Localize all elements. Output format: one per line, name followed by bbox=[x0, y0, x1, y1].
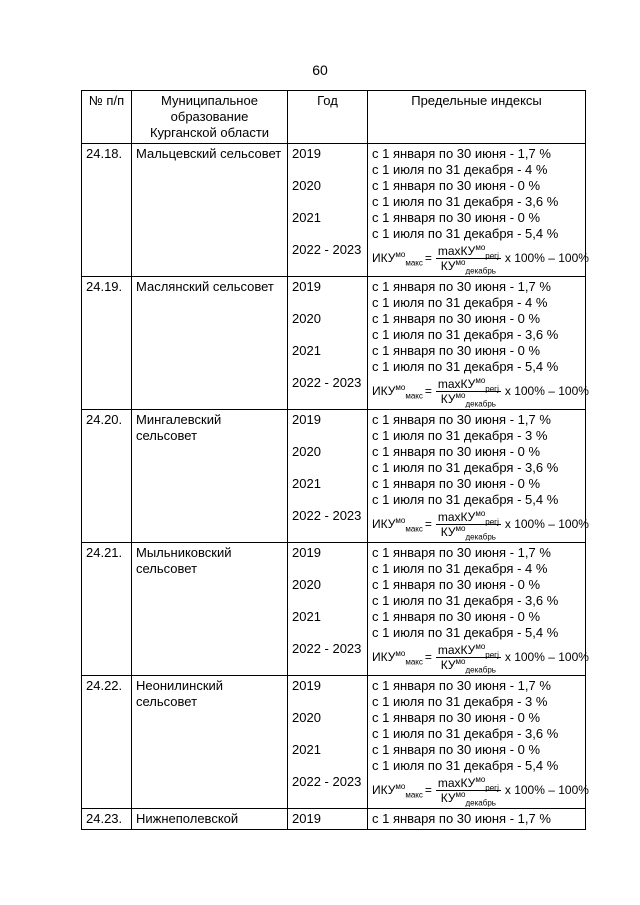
table-row bbox=[82, 543, 586, 676]
row-indexes bbox=[368, 410, 589, 543]
index-formula bbox=[372, 508, 589, 541]
index-line: с 1 июля по 31 декабря - 5,4 % bbox=[372, 758, 559, 773]
formula-num-sup: мо bbox=[475, 774, 486, 784]
index-line: с 1 июля по 31 декабря - 3,6 % bbox=[372, 593, 559, 608]
formula-den-sub: декабрь bbox=[465, 797, 496, 807]
formula-denominator bbox=[439, 525, 498, 539]
page-number: 60 bbox=[312, 62, 328, 78]
index-line: с 1 января по 30 июня - 0 % bbox=[372, 476, 541, 491]
formula-lhs-sub: макс bbox=[405, 657, 423, 667]
index-line: с 1 июля по 31 декабря - 3,6 % bbox=[372, 194, 559, 209]
table-row bbox=[82, 277, 586, 410]
formula-den-main: КУ bbox=[440, 790, 456, 805]
formula-lhs-sub: макс bbox=[405, 524, 423, 534]
index-line: с 1 января по 30 июня - 0 % bbox=[372, 343, 541, 358]
formula-lhs-main: ИКУ bbox=[372, 251, 396, 265]
index-line: с 1 января по 30 июня - 0 % bbox=[372, 210, 541, 225]
formula-den-sub: декабрь bbox=[465, 265, 496, 275]
formula-lhs-main: ИКУ bbox=[372, 783, 396, 797]
row-years bbox=[288, 410, 368, 543]
formula-lhs bbox=[372, 250, 423, 266]
row-years bbox=[288, 543, 368, 676]
year-cell: 2021 bbox=[292, 210, 321, 225]
index-line: с 1 июля по 31 декабря - 3,6 % bbox=[372, 460, 559, 475]
formula-equals: = bbox=[424, 650, 432, 664]
formula-den-sup: мо bbox=[455, 257, 466, 267]
formula-lhs-sup: мо bbox=[395, 383, 406, 392]
row-years bbox=[288, 676, 368, 809]
year-gap bbox=[292, 327, 363, 343]
index-line: с 1 января по 30 июня - 1,7 % bbox=[372, 678, 551, 693]
formula-fraction bbox=[436, 643, 501, 672]
year-gap bbox=[292, 561, 363, 577]
formula-numerator bbox=[436, 776, 501, 791]
index-line: с 1 июля по 31 декабря - 3,6 % bbox=[372, 327, 559, 342]
formula-tail: x 100% – 100% bbox=[504, 251, 589, 265]
formula-denominator bbox=[439, 791, 498, 805]
row-indexes bbox=[368, 543, 589, 676]
index-line: с 1 июля по 31 декабря - 5,4 % bbox=[372, 359, 559, 374]
formula-fraction bbox=[436, 244, 501, 273]
index-line: с 1 июля по 31 декабря - 4 % bbox=[372, 162, 548, 177]
header-municipality: Муниципальное образование Курганской области bbox=[132, 91, 288, 144]
year-gap bbox=[292, 359, 363, 375]
year-cell: 2020 bbox=[292, 311, 321, 326]
year-gap bbox=[292, 492, 363, 508]
formula-den-sup: мо bbox=[455, 390, 466, 400]
row-municipality: Мингалевский сельсовет bbox=[132, 410, 288, 543]
formula-num-sub: регj bbox=[485, 649, 499, 659]
header-year: Год bbox=[288, 91, 368, 144]
index-line: с 1 января по 30 июня - 1,7 % bbox=[372, 279, 551, 294]
header-num: № п/п bbox=[82, 91, 132, 144]
formula-lhs-main: ИКУ bbox=[372, 384, 396, 398]
year-cell: 2019 bbox=[292, 678, 321, 693]
formula-den-main: КУ bbox=[440, 258, 456, 273]
year-cell: 2021 bbox=[292, 609, 321, 624]
formula-numerator bbox=[436, 643, 501, 658]
formula-lhs-sub: макс bbox=[405, 790, 423, 800]
year-cell: 2022 - 2023 bbox=[292, 375, 362, 390]
year-gap bbox=[292, 593, 363, 609]
table-header-row bbox=[82, 91, 586, 144]
year-cell: 2020 bbox=[292, 577, 321, 592]
formula-lhs-sup: мо bbox=[395, 516, 406, 525]
index-line: с 1 июля по 31 декабря - 3 % bbox=[372, 694, 548, 709]
year-gap bbox=[292, 428, 363, 444]
index-line: с 1 января по 30 июня - 0 % bbox=[372, 577, 541, 592]
index-line: с 1 января по 30 июня - 0 % bbox=[372, 311, 541, 326]
formula-lhs-main: ИКУ bbox=[372, 650, 396, 664]
index-line: с 1 января по 30 июня - 0 % bbox=[372, 178, 541, 193]
index-line: с 1 января по 30 июня - 1,7 % bbox=[372, 545, 551, 560]
table-row bbox=[82, 144, 586, 277]
formula-tail: x 100% – 100% bbox=[504, 384, 589, 398]
row-years bbox=[288, 144, 368, 277]
row-number: 24.19. bbox=[82, 277, 132, 410]
formula-tail: x 100% – 100% bbox=[504, 517, 589, 531]
year-gap bbox=[292, 460, 363, 476]
header-indexes: Предельные индексы bbox=[368, 91, 586, 144]
index-line: с 1 июля по 31 декабря - 5,4 % bbox=[372, 625, 559, 640]
year-cell: 2021 bbox=[292, 343, 321, 358]
formula-lhs bbox=[372, 383, 423, 399]
row-number: 24.23. bbox=[82, 809, 132, 830]
formula-num-sub: регj bbox=[485, 250, 499, 260]
formula-den-sub: декабрь bbox=[465, 664, 496, 674]
formula-numerator bbox=[436, 377, 501, 392]
formula-fraction bbox=[436, 510, 501, 539]
year-gap bbox=[292, 295, 363, 311]
year-cell: 2021 bbox=[292, 742, 321, 757]
formula-den-main: КУ bbox=[440, 524, 456, 539]
index-line: с 1 июля по 31 декабря - 3,6 % bbox=[372, 726, 559, 741]
row-years: 2019 bbox=[288, 809, 368, 830]
year-cell: 2019 bbox=[292, 146, 321, 161]
formula-num-main: maxКУ bbox=[437, 376, 476, 391]
row-indexes bbox=[368, 144, 589, 277]
indexes-table bbox=[81, 90, 589, 830]
row-years bbox=[288, 277, 368, 410]
formula-equals: = bbox=[424, 783, 432, 797]
formula-num-main: maxКУ bbox=[437, 243, 476, 258]
index-formula bbox=[372, 375, 589, 408]
table-row bbox=[82, 809, 586, 830]
index-formula bbox=[372, 242, 589, 275]
formula-num-sup: мо bbox=[475, 641, 486, 651]
year-gap bbox=[292, 625, 363, 641]
formula-num-sup: мо bbox=[475, 242, 486, 252]
year-cell: 2022 - 2023 bbox=[292, 508, 362, 523]
formula-den-sub: декабрь bbox=[465, 531, 496, 541]
formula-num-sub: регj bbox=[485, 782, 499, 792]
row-indexes bbox=[368, 676, 589, 809]
index-line: с 1 июля по 31 декабря - 4 % bbox=[372, 295, 548, 310]
row-municipality: Нижнеполевской bbox=[132, 809, 288, 830]
index-line: с 1 июля по 31 декабря - 3 % bbox=[372, 428, 548, 443]
year-cell: 2022 - 2023 bbox=[292, 641, 362, 656]
formula-lhs bbox=[372, 782, 423, 798]
formula-lhs-main: ИКУ bbox=[372, 517, 396, 531]
year-cell: 2022 - 2023 bbox=[292, 242, 362, 257]
table-row bbox=[82, 410, 586, 543]
index-formula bbox=[372, 641, 589, 674]
formula-num-main: maxКУ bbox=[437, 509, 476, 524]
formula-denominator bbox=[439, 658, 498, 672]
formula-num-main: maxКУ bbox=[437, 775, 476, 790]
year-cell: 2019 bbox=[292, 545, 321, 560]
index-line: с 1 июля по 31 декабря - 4 % bbox=[372, 561, 548, 576]
index-line: с 1 января по 30 июня - 0 % bbox=[372, 609, 541, 624]
index-line: с 1 января по 30 июня - 0 % bbox=[372, 444, 541, 459]
formula-lhs bbox=[372, 649, 423, 665]
year-cell: 2022 - 2023 bbox=[292, 774, 362, 789]
row-number: 24.18. bbox=[82, 144, 132, 277]
formula-equals: = bbox=[424, 384, 432, 398]
formula-equals: = bbox=[424, 251, 432, 265]
row-number: 24.21. bbox=[82, 543, 132, 676]
formula-den-sub: декабрь bbox=[465, 398, 496, 408]
index-line: с 1 января по 30 июня - 0 % bbox=[372, 710, 541, 725]
formula-num-main: maxКУ bbox=[437, 642, 476, 657]
year-gap bbox=[292, 694, 363, 710]
formula-numerator bbox=[436, 244, 501, 259]
formula-equals: = bbox=[424, 517, 432, 531]
formula-lhs-sup: мо bbox=[395, 782, 406, 791]
row-municipality: Мальцевский сельсовет bbox=[132, 144, 288, 277]
formula-num-sup: мо bbox=[475, 375, 486, 385]
formula-lhs-sup: мо bbox=[395, 649, 406, 658]
row-municipality: Маслянский сельсовет bbox=[132, 277, 288, 410]
row-number: 24.20. bbox=[82, 410, 132, 543]
index-line: с 1 января по 30 июня - 1,7 % bbox=[372, 146, 551, 161]
formula-den-main: КУ bbox=[440, 657, 456, 672]
formula-num-sub: регj bbox=[485, 516, 499, 526]
formula-num-sub: регj bbox=[485, 383, 499, 393]
formula-tail: x 100% – 100% bbox=[504, 650, 589, 664]
formula-lhs bbox=[372, 516, 423, 532]
index-formula bbox=[372, 774, 589, 807]
year-gap bbox=[292, 726, 363, 742]
formula-den-main: КУ bbox=[440, 391, 456, 406]
year-gap bbox=[292, 758, 363, 774]
formula-den-sup: мо bbox=[455, 789, 466, 799]
year-gap bbox=[292, 226, 363, 242]
formula-den-sup: мо bbox=[455, 656, 466, 666]
table-row bbox=[82, 676, 586, 809]
formula-tail: x 100% – 100% bbox=[504, 783, 589, 797]
formula-denominator bbox=[439, 392, 498, 406]
index-line: с 1 июля по 31 декабря - 5,4 % bbox=[372, 226, 559, 241]
formula-fraction bbox=[436, 377, 501, 406]
year-cell: 2019 bbox=[292, 412, 321, 427]
row-municipality: Неонилинский сельсовет bbox=[132, 676, 288, 809]
formula-lhs-sub: макс bbox=[405, 258, 423, 268]
index-line: с 1 июля по 31 декабря - 5,4 % bbox=[372, 492, 559, 507]
index-line: с 1 января по 30 июня - 0 % bbox=[372, 742, 541, 757]
row-indexes bbox=[368, 277, 589, 410]
year-gap bbox=[292, 162, 363, 178]
year-cell: 2021 bbox=[292, 476, 321, 491]
row-municipality: Мыльниковский сельсовет bbox=[132, 543, 288, 676]
year-cell: 2020 bbox=[292, 444, 321, 459]
year-gap bbox=[292, 194, 363, 210]
formula-denominator bbox=[439, 259, 498, 273]
year-cell: 2020 bbox=[292, 710, 321, 725]
year-cell: 2019 bbox=[292, 279, 321, 294]
formula-numerator bbox=[436, 510, 501, 525]
formula-lhs-sub: макс bbox=[405, 391, 423, 401]
formula-lhs-sup: мо bbox=[395, 250, 406, 259]
index-line: с 1 января по 30 июня - 1,7 % bbox=[372, 412, 551, 427]
formula-fraction bbox=[436, 776, 501, 805]
formula-num-sup: мо bbox=[475, 508, 486, 518]
row-indexes: с 1 января по 30 июня - 1,7 % bbox=[368, 809, 586, 830]
year-cell: 2020 bbox=[292, 178, 321, 193]
formula-den-sup: мо bbox=[455, 523, 466, 533]
row-number: 24.22. bbox=[82, 676, 132, 809]
